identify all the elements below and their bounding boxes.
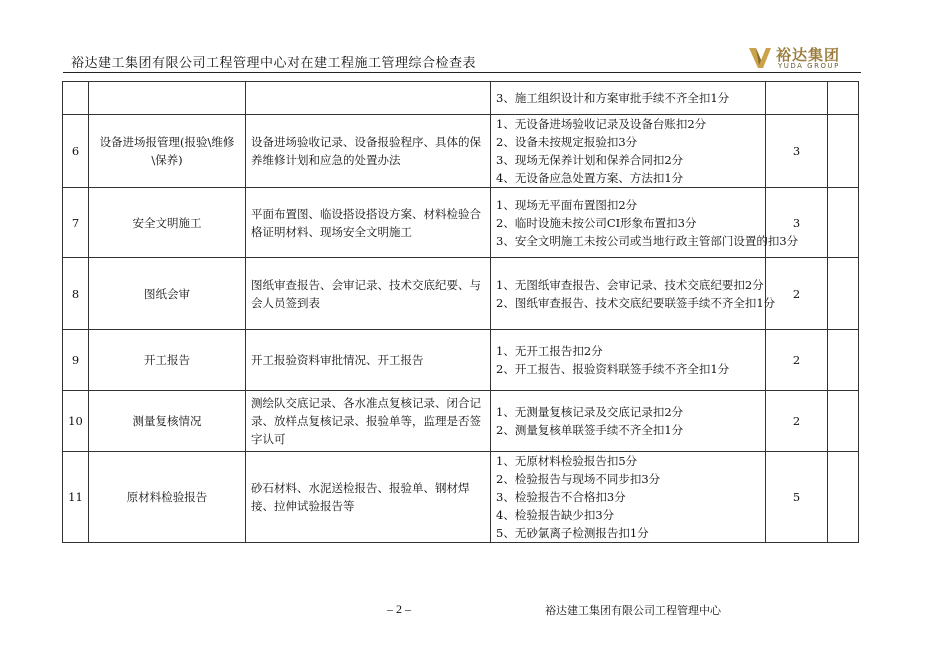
actual-score-cell	[828, 258, 859, 330]
inspection-table	[62, 81, 859, 543]
company-logo	[748, 44, 860, 74]
row-number: 8	[63, 258, 89, 330]
check-item: 原材料检验报告	[89, 452, 246, 543]
standard-score: 2	[766, 258, 828, 330]
deduction-rule: 1、无图纸审查报告、会审记录、技术交底纪要扣2分	[496, 277, 764, 292]
standard-score: 3	[766, 188, 828, 258]
deduction-rule: 1、无开工报告扣2分	[496, 344, 603, 358]
table-row	[63, 330, 859, 391]
deduction-rule: 2、临时设施未按公司CI形象布置扣3分	[496, 215, 697, 230]
logo-english-name: YUDA GROUP	[778, 62, 840, 70]
deduction-rule: 3、施工组织设计和方案审批手续不齐全扣1分	[496, 91, 730, 105]
check-materials: 开工报验资料审批情况、开工报告	[246, 330, 491, 391]
actual-score-cell	[828, 330, 859, 391]
deduction-rule: 2、开工报告、报验资料联签手续不齐全扣1分	[496, 362, 730, 376]
logo-chinese-name: 裕达集团	[776, 46, 841, 64]
check-materials: 设备进场验收记录、设备报验程序、具体的保养维修计划和应急的处置办法	[246, 115, 491, 188]
row-number: 11	[63, 452, 89, 543]
deduction-rule: 3、安全文明施工未按公司或当地行政主管部门设置的扣3分	[496, 233, 799, 248]
check-item: 测量复核情况	[89, 391, 246, 452]
deduction-rules	[491, 330, 766, 391]
deduction-rule: 2、测量复核单联签手续不齐全扣1分	[496, 423, 684, 437]
deduction-rule: 2、设备未按规定报验扣3分	[496, 135, 638, 149]
deduction-rules	[491, 391, 766, 452]
check-item	[89, 82, 246, 115]
page-number: – 2 –	[387, 602, 411, 616]
actual-score-cell	[828, 452, 859, 543]
standard-score: 2	[766, 391, 828, 452]
footer-organization: 裕达建工集团有限公司工程管理中心	[545, 604, 721, 617]
row-number: 10	[63, 391, 89, 452]
check-materials	[246, 82, 491, 115]
check-materials: 测绘队交底记录、各水准点复核记录、闭合记录、放样点复核记录、报验单等，监理是否签字认可	[246, 391, 491, 452]
table-row	[63, 258, 859, 330]
deduction-rules	[491, 82, 766, 115]
deduction-rule: 1、无测量复核记录及交底记录扣2分	[496, 405, 684, 419]
deduction-rule: 4、检验报告缺少扣3分	[496, 508, 615, 522]
table-row	[63, 188, 859, 258]
check-item: 图纸会审	[89, 258, 246, 330]
standard-score: 2	[766, 330, 828, 391]
actual-score-cell	[828, 188, 859, 258]
row-number: 7	[63, 188, 89, 258]
check-materials: 砂石材料、水泥送检报告、报验单、钢材焊接、拉伸试验报告等	[246, 452, 491, 543]
standard-score: 3	[766, 115, 828, 188]
deduction-rules	[491, 188, 799, 258]
deduction-rule: 1、无原材料检验报告扣5分	[496, 454, 638, 468]
check-materials: 图纸审查报告、会审记录、技术交底纪要、与会人员签到表	[246, 258, 491, 330]
table-row	[63, 82, 859, 115]
deduction-rules	[491, 452, 766, 543]
deduction-rule: 1、无设备进场验收记录及设备台账扣2分	[496, 117, 707, 131]
deduction-rule: 3、检验报告不合格扣3分	[496, 490, 626, 504]
check-item: 安全文明施工	[89, 188, 246, 258]
table-row	[63, 452, 859, 543]
standard-score: 5	[766, 452, 828, 543]
row-number	[63, 82, 89, 115]
deduction-rules	[491, 258, 776, 330]
table-row	[63, 391, 859, 452]
check-item: 开工报告	[89, 330, 246, 391]
deduction-rule: 2、检验报告与现场不同步扣3分	[496, 472, 661, 486]
actual-score-cell	[828, 82, 859, 115]
row-number: 6	[63, 115, 89, 188]
deduction-rule: 5、无砂氯离子检测报告扣1分	[496, 526, 649, 540]
deduction-rule: 4、无设备应急处置方案、方法扣1分	[496, 171, 684, 185]
check-item: 设备进场报管理(报验\维修\保养)	[89, 115, 246, 188]
actual-score-cell	[828, 391, 859, 452]
table-row	[63, 115, 859, 188]
deduction-rule: 1、现场无平面布置图扣2分	[496, 197, 638, 212]
deduction-rule: 3、现场无保养计划和保养合同扣2分	[496, 153, 684, 167]
document-header-title: 裕达建工集团有限公司工程管理中心对在建工程施工管理综合检查表	[71, 56, 477, 71]
header-divider	[63, 72, 861, 73]
check-materials: 平面布置图、临设搭设搭设方案、材料检验合格证明材料、现场安全文明施工	[246, 188, 491, 258]
yuda-logo-icon	[748, 46, 772, 70]
deduction-rule: 2、图纸审查报告、技术交底纪要联签手续不齐全扣1分	[496, 295, 776, 310]
deduction-rules	[491, 115, 766, 188]
actual-score-cell	[828, 115, 859, 188]
row-number: 9	[63, 330, 89, 391]
standard-score	[766, 82, 828, 115]
